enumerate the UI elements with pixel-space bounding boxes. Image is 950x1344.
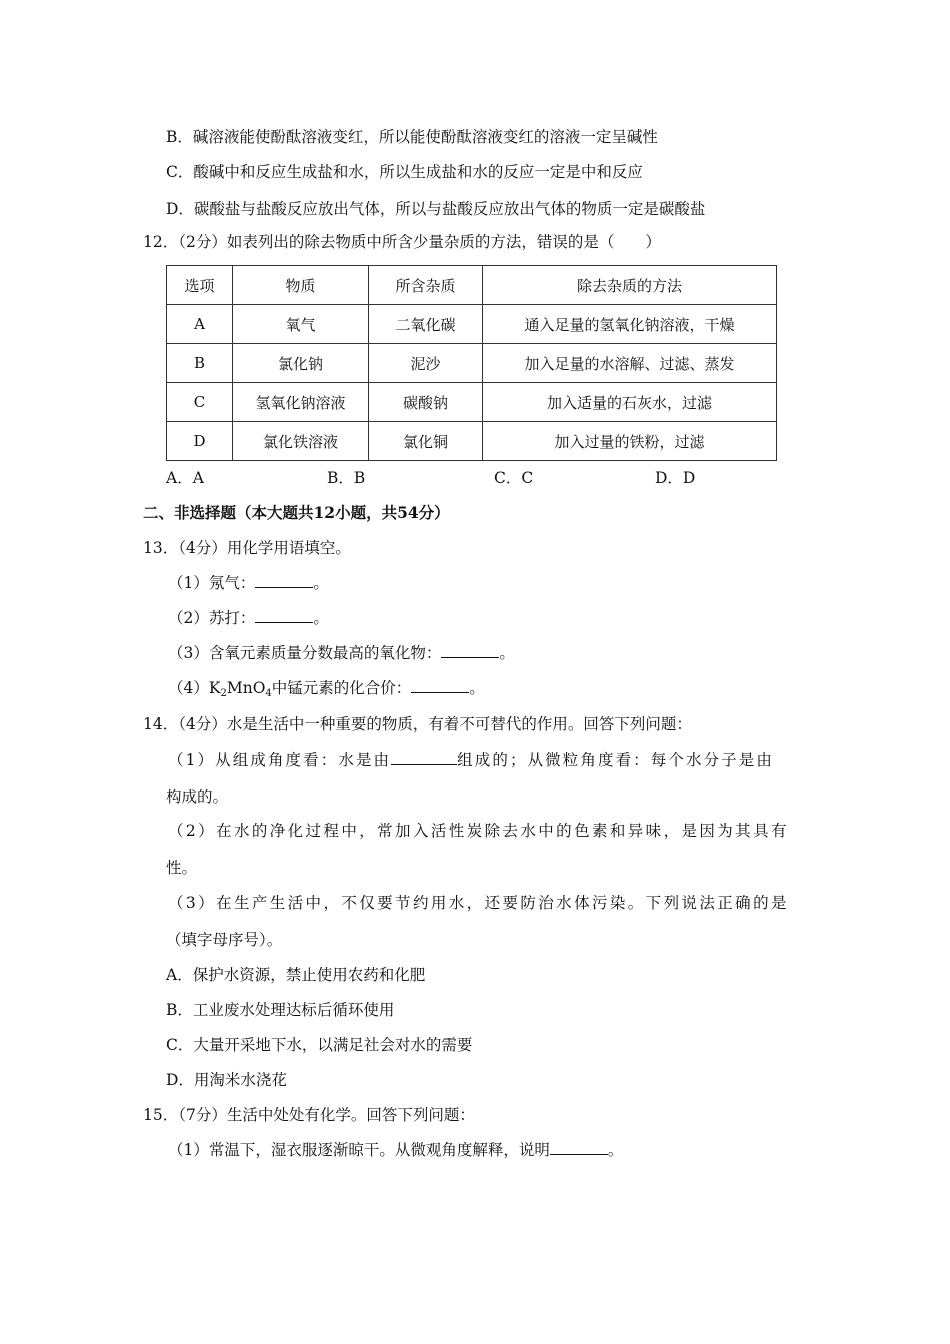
table-row [167,305,777,344]
q14-option-d: D．用淘米水浇花 [166,1071,287,1089]
q13-stem: 13．（4分）用化学用语填空。 [143,539,351,557]
period: 。 [469,679,485,697]
table-cell: 二氧化碳 [369,305,483,344]
q12-stem: 12．（2分）如表列出的除去物质中所含少量杂质的方法，错误的是（ ） [143,233,661,251]
answer-blank[interactable] [255,573,313,588]
period: 。 [607,1141,624,1159]
q11-option-d: D．碳酸盐与盐酸反应放出气体，所以与盐酸反应放出气体的物质一定是碳酸盐 [166,200,706,218]
table-row [167,383,777,422]
q14-part1-cont: 构成的。 [166,788,229,806]
q11-option-c: C．酸碱中和反应生成盐和水，所以生成盐和水的反应一定是中和反应 [166,163,643,181]
period: 。 [313,609,329,627]
q14-part3: （3）在生产生活中，不仅要节约用水，还要防治水体污染。下列说法正确的是 [168,894,789,912]
q14-part2: （2）在水的净化过程中，常加入活性炭除去水中的色素和异味，是因为其具有 [168,822,789,840]
table-cell: 通入足量的氢氧化钠溶液，干燥 [483,305,777,344]
table-cell: D [167,422,233,461]
q11-option-b: B．碱溶液能使酚酞溶液变红，所以能使酚酞溶液变红的溶液一定呈碱性 [166,128,658,146]
table-header-cell: 除去杂质的方法 [483,266,777,305]
q12-choice-d: D．D [655,469,696,487]
table-header-cell: 物质 [233,266,369,305]
q12-choice-c: C．C [494,469,534,487]
table-cell: A [167,305,233,344]
section-title: 二、非选择题（本大题共12小题，共54分） [143,503,450,522]
q15-stem: 15．（7分）生活中处处有化学。回答下列问题： [143,1106,475,1124]
answer-blank[interactable] [550,1140,608,1155]
q13-part1 [168,573,329,593]
q14-option-c: C．大量开采地下水，以满足社会对水的需要 [166,1036,473,1054]
period: 。 [313,574,329,592]
q14-option-a: A．保护水资源，禁止使用农药和化肥 [166,966,426,984]
table-row [167,344,777,383]
table-cell: 氧气 [233,305,369,344]
q13-part3 [168,643,515,663]
table-cell: B [167,344,233,383]
answer-blank[interactable] [441,643,499,658]
table-cell: C [167,383,233,422]
q13-part1-text: （1）氖气： [168,574,256,592]
table-cell: 加入足量的水溶解、过滤、蒸发 [483,344,777,383]
table-cell: 泥沙 [369,344,483,383]
period: 。 [499,644,515,662]
table-cell: 加入过量的铁粉，过滤 [483,422,777,461]
q13-part4-label: （4） [168,679,209,697]
q14-part1-text-b: 组成的；从微粒角度看：每个水分子是由 [457,751,774,769]
table-cell: 碳酸钠 [369,383,483,422]
table-row [167,422,777,461]
q13-part2-text: （2）苏打： [168,609,256,627]
q14-part1 [168,750,774,770]
q13-part4 [168,678,485,704]
q14-option-b: B．工业废水处理达标后循环使用 [166,1001,395,1019]
table-header-row [167,266,777,305]
table-cell: 氯化铁溶液 [233,422,369,461]
q12-choice-a: A．A [166,469,204,487]
table-cell: 氯化钠 [233,344,369,383]
q15-part1-text: （1）常温下，湿衣服逐渐晾干。从微观角度解释，说明 [168,1141,550,1159]
formula-k: K [208,679,221,697]
q14-stem: 14．（4分）水是生活中一种重要的物质，有着不可替代的作用。回答下列问题： [143,715,692,733]
q12-choice-b: B．B [327,469,366,487]
formula-mno: MnO [226,679,266,697]
q14-part3-cont: （填字母序号）。 [166,931,283,949]
q14-part2-cont: 性。 [166,859,198,877]
q12-table [166,265,777,461]
formula-sub: 2 [220,688,227,699]
table-cell: 氯化铜 [369,422,483,461]
table-cell: 加入适量的石灰水，过滤 [483,383,777,422]
answer-blank[interactable] [255,608,313,623]
q15-part1 [168,1140,623,1160]
table-header-cell: 所含杂质 [369,266,483,305]
q13-part2 [168,608,329,628]
table-header-cell: 选项 [167,266,233,305]
q13-part3-text: （3）含氧元素质量分数最高的氧化物： [168,644,442,662]
q14-part1-text-a: （1）从组成角度看：水是由 [168,751,392,769]
answer-blank[interactable] [411,678,469,693]
formula-sub: 4 [265,688,272,699]
q13-part4-text: 中锰元素的化合价： [271,679,412,697]
answer-blank[interactable] [391,750,457,765]
table-cell: 氢氧化钠溶液 [233,383,369,422]
